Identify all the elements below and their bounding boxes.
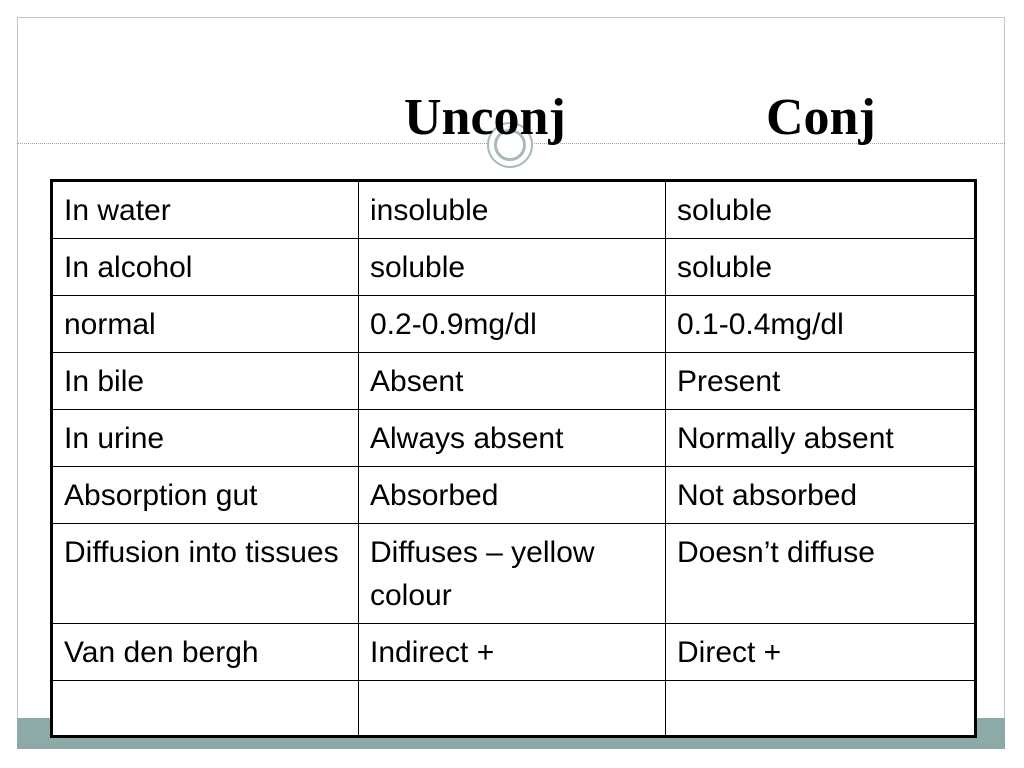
row-label: normal <box>52 296 359 353</box>
conj-cell: Present <box>666 353 976 410</box>
unconj-cell <box>359 681 666 737</box>
table-row <box>52 181 976 239</box>
heading-conj: Conj <box>766 89 876 146</box>
row-label: In alcohol <box>52 239 359 296</box>
conj-cell <box>666 681 976 737</box>
row-label: In urine <box>52 410 359 467</box>
unconj-cell: 0.2-0.9mg/dl <box>359 296 666 353</box>
row-label: Van den bergh <box>52 624 359 681</box>
conj-cell: 0.1-0.4mg/dl <box>666 296 976 353</box>
unconj-cell: Indirect + <box>359 624 666 681</box>
unconj-cell: soluble <box>359 239 666 296</box>
unconj-cell: Always absent <box>359 410 666 467</box>
row-label: Absorption gut <box>52 467 359 524</box>
table-row <box>52 624 976 681</box>
conj-cell: Direct + <box>666 624 976 681</box>
conj-cell: soluble <box>666 181 976 239</box>
conj-cell: soluble <box>666 239 976 296</box>
row-label <box>52 681 359 737</box>
table-row <box>52 353 976 410</box>
table-row <box>52 296 976 353</box>
unconj-cell: Absent <box>359 353 666 410</box>
conj-cell: Normally absent <box>666 410 976 467</box>
table-row <box>52 239 976 296</box>
row-label: Diffusion into tissues <box>52 524 359 624</box>
unconj-cell: Absorbed <box>359 467 666 524</box>
table-row <box>52 467 976 524</box>
table-row <box>52 524 976 624</box>
conj-cell: Not absorbed <box>666 467 976 524</box>
row-label: In bile <box>52 353 359 410</box>
table-row <box>52 410 976 467</box>
unconj-cell: Diffuses – yellow colour <box>359 524 666 624</box>
row-label: In water <box>52 181 359 239</box>
table-row-empty <box>52 681 976 737</box>
conj-cell: Doesn’t diffuse <box>666 524 976 624</box>
heading-unconj: Unconj <box>404 89 566 146</box>
comparison-table <box>50 179 977 738</box>
unconj-cell: insoluble <box>359 181 666 239</box>
